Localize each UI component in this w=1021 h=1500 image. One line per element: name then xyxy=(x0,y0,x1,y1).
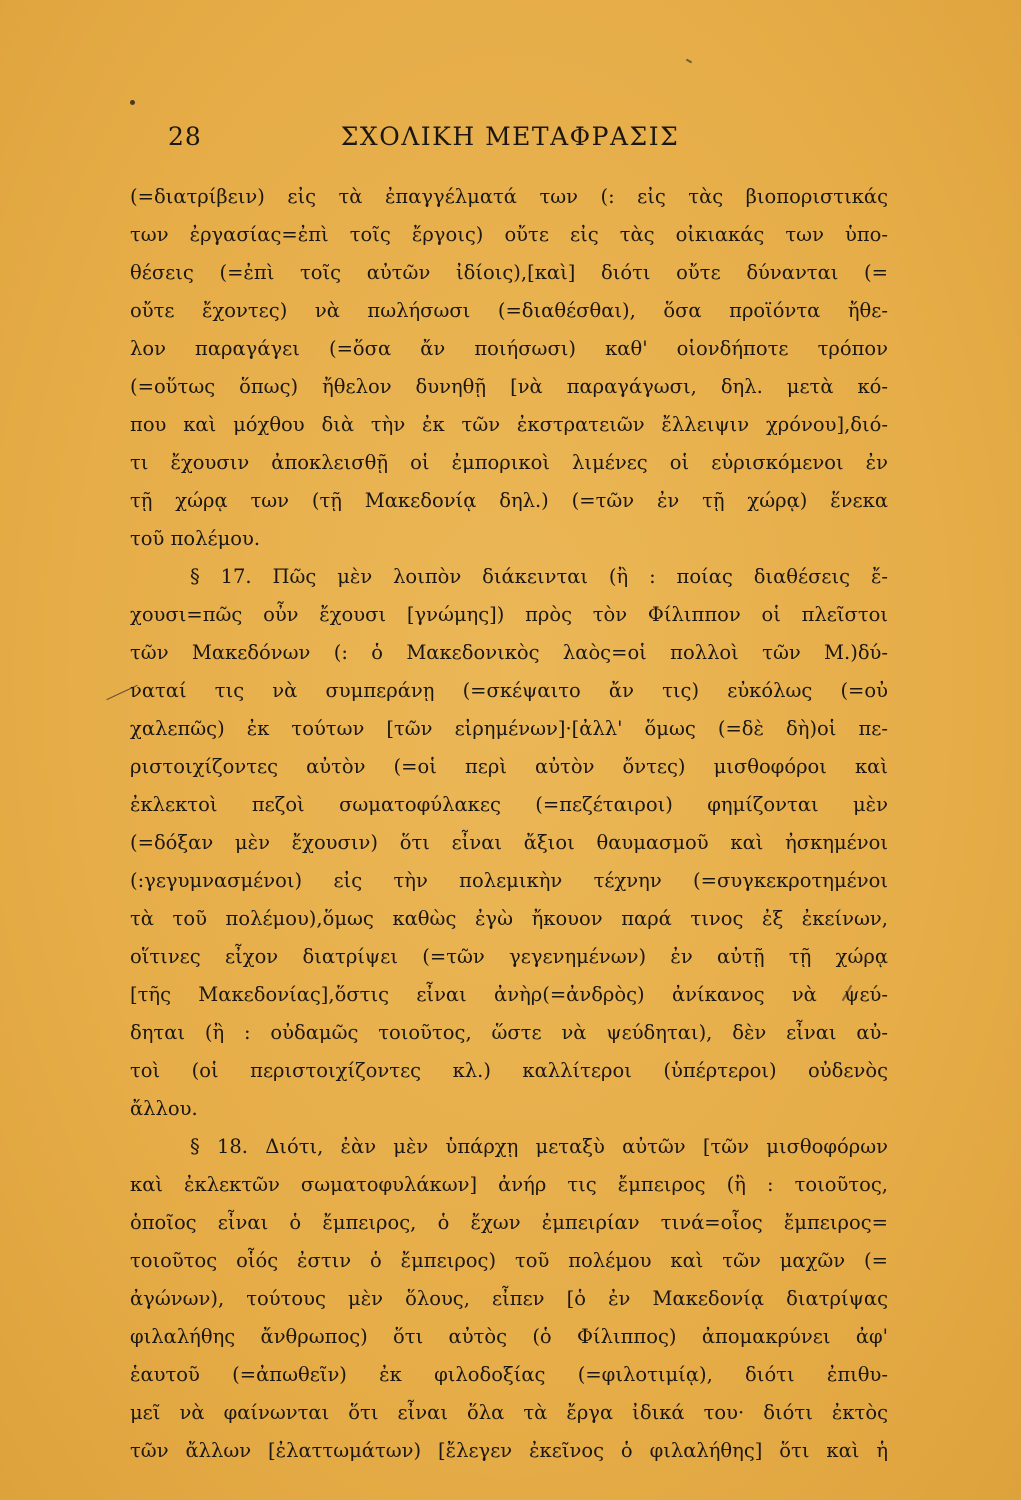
section-18-start: § 18. Διότι, ἐὰν μὲν ὑπάρχῃ μεταξὺ αὐτῶν [τῶν μισθοφόρων xyxy=(190,1135,888,1158)
ink-dot xyxy=(130,100,135,105)
text-line: φιλαλήθης ἄνθρωπος) ὅτι αὐτὸς (ὁ Φίλιππος) ἀπομακρύνει ἀφ' xyxy=(130,1325,888,1348)
text-line: χουσι=πῶς οὖν ἔχουσι [γνώμης]) πρὸς τὸν Φίλιππον οἱ πλεῖστοι xyxy=(130,603,888,626)
text-line: οἵτινες εἶχον διατρίψει (=τῶν γεγενημένων) ἐν αὐτῇ τῇ χώρᾳ xyxy=(130,945,888,968)
text-line: θέσεις (=ἐπὶ τοῖς αὐτῶν ἰδίοις),[καὶ] διότι οὔτε δύνανται (= xyxy=(130,261,888,284)
body-text xyxy=(130,178,888,1470)
text-line: ἀγώνων), τούτους μὲν ὅλους, εἶπεν [ὁ ἐν Μακεδονίᾳ διατρίψας xyxy=(130,1287,888,1310)
text-line: τῶν Μακεδόνων (: ὁ Μακεδονικὸς λαὸς=οἱ πολλοὶ τῶν Μ.)δύ- xyxy=(130,641,888,664)
text-line: τὰ τοῦ πολέμου),ὅμως καθὼς ἐγὼ ἤκουον παρά τινος ἐξ ἐκείνων, xyxy=(130,907,888,930)
text-line: (:γεγυμνασμένοι) εἰς τὴν πολεμικὴν τέχνην (=συγκεκροτημένοι xyxy=(130,869,888,892)
text-line: καὶ ἐκλεκτῶν σωματοφυλάκων] ἀνήρ τις ἔμπειρος (ἢ : τοιοῦτος, xyxy=(130,1173,888,1196)
text-line: (=οὕτως ὅπως) ἤθελον δυνηθῇ [νὰ παραγάγωσι, δηλ. μετὰ κό- xyxy=(130,375,888,398)
page-number: 28 xyxy=(168,122,202,151)
running-title: ΣΧΟΛΙΚΗ ΜΕΤΑΦΡΑΣΙΣ xyxy=(340,122,680,151)
text-line: τῇ χώρᾳ των (τῇ Μακεδονίᾳ δηλ.) (=τῶν ἐν τῇ χώρᾳ) ἕνεκα xyxy=(130,489,888,512)
text-line: ριστοιχίζοντες αὐτὸν (=οἱ περὶ αὐτὸν ὄντες) μισθοφόροι καὶ xyxy=(130,755,888,778)
ink-dash xyxy=(686,59,692,64)
text-line: [τῆς Μακεδονίας],ὅστις εἶναι ἀνὴρ(=ἀνδρὸς) ἀνίκανος νὰ ψεύ- xyxy=(130,983,888,1006)
text-line: που καὶ μόχθου διὰ τὴν ἐκ τῶν ἐκστρατειῶν ἔλλειψιν χρόνου],διό- xyxy=(130,413,888,436)
text-line: ναταί τις νὰ συμπεράνῃ (=σκέψαιτο ἄν τις) εὐκόλως (=οὐ xyxy=(130,679,888,702)
text-line: τοὶ (οἱ περιστοιχίζοντες κλ.) καλλίτεροι (ὑπέρτεροι) οὐδενὸς xyxy=(130,1059,888,1082)
text-line: τι ἔχουσιν ἀποκλεισθῇ οἱ ἐμπορικοὶ λιμένες οἱ εὑρισκόμενοι ἐν xyxy=(130,451,888,474)
text-line: οὔτε ἔχοντες) νὰ πωλήσωσι (=διαθέσθαι), ὅσα προϊόντα ἤθε- xyxy=(130,299,888,322)
text-line: δηται (ἢ : οὐδαμῶς τοιοῦτος, ὥστε νὰ ψεύδηται), δὲν εἶναι αὐ- xyxy=(130,1021,888,1044)
text-line: τοῦ πολέμου. xyxy=(130,527,261,550)
text-line: ἄλλου. xyxy=(130,1097,198,1120)
text-line: τοιοῦτος οἷός ἐστιν ὁ ἔμπειρος) τοῦ πολέμου καὶ τῶν μαχῶν (= xyxy=(130,1249,888,1272)
text-line: των ἐργασίας=ἐπὶ τοῖς ἔργοις) οὔτε εἰς τὰς οἰκιακάς των ὑπο- xyxy=(130,223,888,246)
text-line: ἐκλεκτοὶ πεζοὶ σωματοφύλακες (=πεζέταιροι) φημίζονται μὲν xyxy=(130,793,888,816)
text-line: ὁποῖος εἶναι ὁ ἔμπειρος, ὁ ἔχων ἐμπειρίαν τινά=οἷος ἔμπειρος= xyxy=(130,1211,888,1234)
text-line: τῶν ἄλλων [ἐλαττωμάτων) [ἔλεγεν ἐκεῖνος ὁ φιλαλήθης] ὅτι καὶ ἡ xyxy=(130,1439,888,1462)
text-line: (=δόξαν μὲν ἔχουσιν) ὅτι εἶναι ἄξιοι θαυμασμοῦ καὶ ἠσκημένοι xyxy=(130,831,888,854)
text-line: ἑαυτοῦ (=ἀπωθεῖν) ἐκ φιλοδοξίας (=φιλοτιμίᾳ), διότι ἐπιθυ- xyxy=(130,1363,888,1386)
section-17-start: § 17. Πῶς μὲν λοιπὸν διάκεινται (ἢ : ποίας διαθέσεις ἔ- xyxy=(190,565,888,588)
text-line: (=διατρίβειν) εἰς τὰ ἐπαγγέλματά των (: εἰς τὰς βιοποριστικάς xyxy=(130,185,888,208)
text-line: μεῖ νὰ φαίνωνται ὅτι εἶναι ὅλα τὰ ἔργα ἰδικά του· διότι ἐκτὸς xyxy=(130,1401,888,1424)
page-header xyxy=(130,122,890,162)
text-line: λον παραγάγει (=ὅσα ἄν ποιήσωσι) καθ' οἱονδήποτε τρόπον xyxy=(130,337,888,360)
text-line: χαλεπῶς) ἐκ τούτων [τῶν εἰρημένων]·[ἀλλ' ὅμως (=δὲ δὴ)οἱ πε- xyxy=(130,717,888,740)
